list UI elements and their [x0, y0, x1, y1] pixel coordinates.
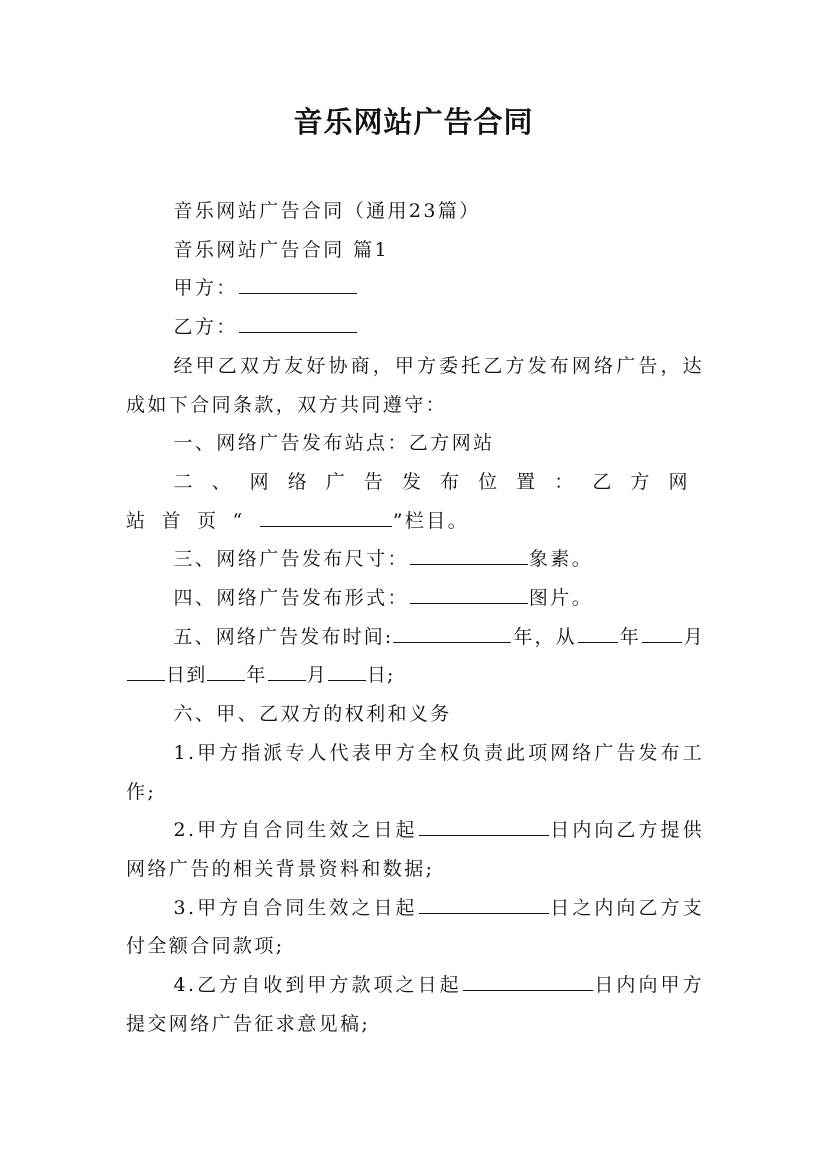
- party-a-blank: [239, 273, 357, 294]
- item-3-blank: [410, 544, 528, 565]
- item-5-day-to: 日到: [166, 664, 207, 687]
- clause-3: [126, 889, 704, 966]
- party-b-label: 乙方：: [173, 316, 238, 339]
- item-4: [126, 579, 704, 618]
- item-2-suffix: ”栏目。: [392, 509, 470, 532]
- clause-4-suffix: 日内向甲方提交网络广告征求意见稿;: [126, 974, 704, 1035]
- item-2-blank: [260, 506, 392, 527]
- item-5-from: 年，从: [512, 625, 577, 648]
- clause-1: 1.甲方指派专人代表甲方全权负责此项网络广告发布工作;: [126, 741, 704, 803]
- clause-4-prefix: 4.乙方自收到甲方款项之日起: [173, 974, 462, 997]
- item-5-blank-month2: [268, 661, 306, 682]
- document-subtitle: 音乐网站广告合同（通用23篇）: [173, 200, 481, 222]
- party-a-label: 甲方：: [173, 277, 238, 300]
- item-5-month: 月: [682, 625, 705, 648]
- item-2: [126, 463, 704, 540]
- item-3-suffix: 象素。: [528, 548, 594, 571]
- clause-4-blank: [463, 970, 593, 991]
- item-5-blank-year2: [207, 661, 245, 682]
- clause-2-suffix: 日内向乙方提供网络广告的相关背景资料和数据;: [126, 819, 704, 880]
- item-5-blank-day: [127, 661, 165, 682]
- item-5-year2: 年: [246, 664, 267, 687]
- document-body: [126, 192, 704, 1043]
- clause-3-blank: [419, 893, 549, 914]
- clause-2: [126, 811, 704, 888]
- item-5-blank-day2: [328, 661, 366, 682]
- item-5: [126, 618, 704, 695]
- party-a-line: [126, 269, 704, 308]
- item-2-prefix: 二、网络广告发布位置：乙方网站首页“: [126, 470, 704, 532]
- clause-2-prefix: 2.甲方自合同生效之日起: [173, 819, 418, 842]
- item-4-prefix: 四、网络广告发布形式：: [173, 587, 409, 610]
- item-5-blank-month: [642, 622, 682, 643]
- clause-3-prefix: 3.甲方自合同生效之日起: [173, 896, 418, 919]
- item-5-prefix: 五、网络广告发布时间:: [173, 625, 393, 648]
- item-5-month2: 月: [306, 664, 327, 687]
- item-4-suffix: 图片。: [528, 587, 594, 610]
- item-5-year: 年: [618, 625, 641, 648]
- item-4-blank: [410, 583, 528, 604]
- item-5-blank-duration: [393, 622, 511, 643]
- item-5-end: 日;: [366, 664, 395, 687]
- clause-3-suffix: 日之内向乙方支付全额合同款项;: [126, 896, 704, 958]
- item-6: 六、甲、乙双方的权利和义务: [173, 703, 452, 726]
- document-title: 音乐网站广告合同: [293, 105, 534, 139]
- item-3-prefix: 三、网络广告发布尺寸：: [173, 548, 409, 571]
- clause-2-blank: [419, 815, 549, 836]
- party-b-line: [126, 308, 704, 347]
- item-3: [126, 540, 704, 579]
- intro-paragraph: 经甲乙双方友好协商，甲方委托乙方发布网络广告，达成如下合同条款，双方共同遵守：: [126, 354, 704, 416]
- item-5-blank-year: [578, 622, 618, 643]
- party-b-blank: [239, 312, 357, 333]
- item-1: 一、网络广告发布站点：乙方网站: [173, 432, 495, 455]
- section-title: 音乐网站广告合同 篇1: [173, 238, 390, 261]
- clause-4: [126, 966, 704, 1043]
